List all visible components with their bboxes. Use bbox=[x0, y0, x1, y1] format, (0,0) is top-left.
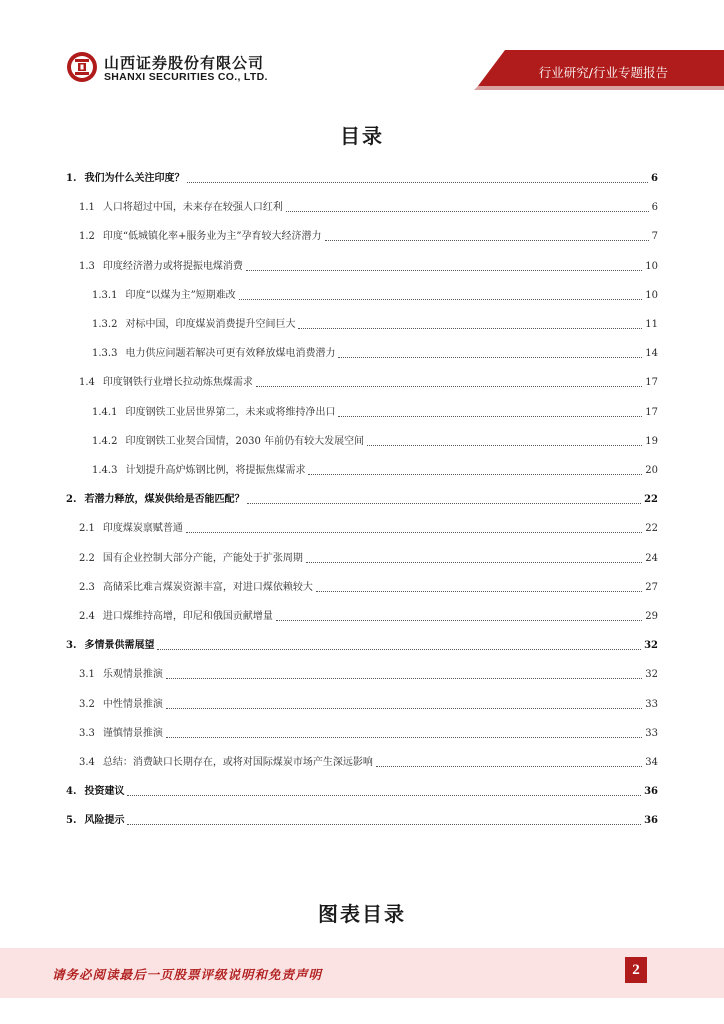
toc-entry-label: 印度“以煤为主”短期难改 bbox=[125, 290, 236, 301]
toc-entry-title bbox=[79, 668, 163, 682]
toc-entry-page: 6 bbox=[651, 202, 658, 213]
toc-entry-title bbox=[79, 522, 183, 536]
toc-leader-dots bbox=[187, 181, 648, 183]
page-header bbox=[0, 0, 724, 100]
toc-entry[interactable] bbox=[79, 754, 658, 770]
toc-entry-title bbox=[92, 406, 335, 420]
company-logo-icon bbox=[66, 51, 98, 83]
toc-entry[interactable] bbox=[92, 462, 658, 478]
toc-entry-page: 7 bbox=[651, 231, 658, 242]
toc-entry-title bbox=[79, 260, 243, 274]
toc-leader-dots bbox=[246, 269, 642, 271]
toc-entry-title bbox=[66, 785, 124, 799]
toc-entry-page: 22 bbox=[644, 494, 658, 505]
toc-entry-title bbox=[66, 639, 154, 653]
toc-entry-number: 3.2 bbox=[79, 699, 95, 710]
header-red-band bbox=[0, 0, 724, 100]
toc-entry-title bbox=[66, 493, 244, 507]
company-name-en: SHANXI SECURITIES CO., LTD. bbox=[104, 71, 268, 83]
toc-entry-label: 我们为什么关注印度？ bbox=[84, 173, 185, 184]
toc-entry-label: 印度钢铁工业契合国情，2030 年前仍有较大发展空间 bbox=[125, 436, 365, 447]
toc-entry[interactable] bbox=[66, 170, 658, 186]
toc-entry-title bbox=[92, 435, 364, 449]
toc-entry-title bbox=[79, 552, 303, 566]
toc-entry[interactable] bbox=[66, 812, 658, 828]
toc-entry-number: 4. bbox=[66, 786, 77, 797]
toc-entry-title bbox=[79, 376, 253, 390]
toc-entry-label: 印度钢铁行业增长拉动炼焦煤需求 bbox=[102, 377, 253, 388]
toc-entry-number: 2.4 bbox=[79, 611, 95, 622]
toc-entry-label: 风险提示 bbox=[84, 815, 125, 826]
toc-entry-page: 32 bbox=[645, 669, 658, 680]
toc-entry[interactable] bbox=[79, 666, 658, 682]
toc-entry-title bbox=[79, 201, 283, 215]
toc-entry[interactable] bbox=[79, 579, 658, 595]
toc-leader-dots bbox=[298, 327, 642, 329]
toc-entry-label: 谨慎情景推演 bbox=[102, 728, 163, 739]
toc-entry-number: 1.3.2 bbox=[92, 319, 118, 330]
toc-entry-page: 36 bbox=[644, 815, 658, 826]
toc-title: 目录 bbox=[340, 124, 384, 148]
toc-entry-number: 3.1 bbox=[79, 669, 95, 680]
report-type-label: 行业研究/行业专题报告 bbox=[538, 65, 668, 80]
toc-entry[interactable] bbox=[66, 491, 658, 507]
toc-entry-number: 5. bbox=[66, 815, 77, 826]
toc-leader-dots bbox=[166, 677, 642, 679]
toc-entry-title bbox=[66, 814, 124, 828]
toc-entry-label: 乐观情景推演 bbox=[102, 669, 163, 680]
toc-entry-page: 22 bbox=[645, 523, 658, 534]
toc-entry[interactable] bbox=[79, 199, 658, 215]
toc-entry-page: 10 bbox=[645, 261, 658, 272]
toc-entry-title bbox=[92, 464, 305, 478]
toc-entry-label: 印度煤炭禀赋普通 bbox=[102, 523, 183, 534]
toc-entry-number: 2. bbox=[66, 494, 77, 505]
toc-leader-dots bbox=[239, 298, 643, 300]
toc-leader-dots bbox=[186, 531, 642, 533]
toc-entry-title bbox=[92, 347, 335, 361]
toc-entry-number: 2.3 bbox=[79, 582, 95, 593]
toc-leader-dots bbox=[247, 502, 641, 504]
toc-entry-title bbox=[66, 172, 184, 186]
toc-entry-label: 计划提升高炉炼钢比例，将提振焦煤需求 bbox=[125, 465, 306, 476]
toc-entry-page: 36 bbox=[644, 786, 658, 797]
toc-entry[interactable] bbox=[79, 550, 658, 566]
company-name-cn: 山西证券股份有限公司 bbox=[104, 54, 265, 72]
toc-entry-label: 电力供应问题若解决可更有效释放煤电消费潜力 bbox=[125, 348, 336, 359]
toc-entry[interactable] bbox=[66, 783, 658, 799]
toc-entry-page: 29 bbox=[645, 611, 658, 622]
page-number: 2 bbox=[625, 957, 647, 983]
toc-entry-page: 17 bbox=[645, 377, 658, 388]
toc-entry-number: 1.4 bbox=[79, 377, 95, 388]
toc-entry-label: 印度“低城镇化率+服务业为主”孕育较大经济潜力 bbox=[102, 231, 322, 242]
toc-entry-number: 1.4.1 bbox=[92, 407, 118, 418]
toc-entry-page: 11 bbox=[645, 319, 658, 330]
toc-leader-dots bbox=[376, 765, 642, 767]
toc-entry-label: 印度经济潜力或将提振电煤消费 bbox=[102, 261, 243, 272]
toc-entry-label: 投资建议 bbox=[84, 786, 125, 797]
toc-entry[interactable] bbox=[79, 725, 658, 741]
toc-leader-dots bbox=[338, 356, 642, 358]
toc-entry-label: 若潜力释放，煤炭供给是否能匹配？ bbox=[84, 494, 245, 505]
toc-entry-page: 27 bbox=[645, 582, 658, 593]
toc-leader-dots bbox=[157, 648, 641, 650]
toc-entry-page: 14 bbox=[645, 348, 658, 359]
toc-entry[interactable] bbox=[92, 287, 658, 303]
toc-entry-label: 总结：消费缺口长期存在，或将对国际煤炭市场产生深远影响 bbox=[102, 757, 373, 768]
toc-leader-dots bbox=[325, 239, 649, 241]
toc-entry-number: 1.1 bbox=[79, 202, 95, 213]
toc-leader-dots bbox=[127, 794, 641, 796]
toc-entry-page: 24 bbox=[645, 553, 658, 564]
toc-entry[interactable] bbox=[79, 258, 658, 274]
toc-entry[interactable] bbox=[92, 316, 658, 332]
toc-entry-number: 1. bbox=[66, 173, 77, 184]
toc-entry-number: 3. bbox=[66, 640, 77, 651]
toc-leader-dots bbox=[308, 473, 642, 475]
toc-entry-page: 17 bbox=[645, 407, 658, 418]
toc-leader-dots bbox=[286, 210, 649, 212]
toc-entry-page: 19 bbox=[645, 436, 658, 447]
toc-entry-page: 6 bbox=[651, 173, 658, 184]
toc-entry-number: 3.4 bbox=[79, 757, 95, 768]
toc-entry-label: 对标中国，印度煤炭消费提升空间巨大 bbox=[125, 319, 296, 330]
toc-entry-title bbox=[79, 230, 322, 244]
figures-toc-title: 图表目录 bbox=[318, 902, 406, 926]
toc-entry-label: 高储采比难言煤炭资源丰富，对进口煤依赖较大 bbox=[102, 582, 313, 593]
toc-entry-page: 20 bbox=[645, 465, 658, 476]
toc-leader-dots bbox=[166, 707, 642, 709]
toc-entry-number: 1.4.2 bbox=[92, 436, 118, 447]
toc-entry[interactable] bbox=[79, 608, 658, 624]
toc-leader-dots bbox=[127, 823, 641, 825]
toc-entry[interactable] bbox=[92, 345, 658, 361]
toc-entry-title bbox=[79, 581, 313, 595]
toc-leader-dots bbox=[166, 736, 642, 738]
toc-entry-label: 中性情景推演 bbox=[102, 699, 163, 710]
toc-entry[interactable] bbox=[79, 228, 658, 244]
toc-entry-page: 33 bbox=[645, 728, 658, 739]
toc-entry-page: 33 bbox=[645, 699, 658, 710]
toc-entry-label: 人口将超过中国，未来存在较强人口红利 bbox=[102, 202, 283, 213]
toc-entry-label: 进口煤维持高增，印尼和俄国贡献增量 bbox=[102, 611, 273, 622]
toc-entry-number: 2.1 bbox=[79, 523, 95, 534]
toc-entry-title bbox=[79, 698, 163, 712]
toc-leader-dots bbox=[276, 619, 642, 621]
toc-entry-title bbox=[79, 727, 163, 741]
toc-leader-dots bbox=[316, 590, 642, 592]
toc-leader-dots bbox=[256, 385, 642, 387]
toc-entry-number: 3.3 bbox=[79, 728, 95, 739]
page-footer bbox=[0, 948, 724, 998]
toc-entry-title bbox=[92, 318, 295, 332]
toc-leader-dots bbox=[367, 444, 642, 446]
toc-entry-page: 34 bbox=[645, 757, 658, 768]
toc-entry-number: 1.3.1 bbox=[92, 290, 118, 301]
toc-entry-page: 10 bbox=[645, 290, 658, 301]
toc-entry[interactable] bbox=[79, 696, 658, 712]
toc-entry[interactable] bbox=[66, 637, 658, 653]
toc-leader-dots bbox=[306, 561, 642, 563]
toc-entry-number: 1.3.3 bbox=[92, 348, 118, 359]
toc-entry[interactable] bbox=[92, 404, 658, 420]
toc-entry[interactable] bbox=[79, 374, 658, 390]
toc-entry-number: 2.2 bbox=[79, 553, 95, 564]
footer-disclaimer: 请务必阅读最后一页股票评级说明和免责声明 bbox=[52, 967, 323, 982]
toc-leader-dots bbox=[338, 415, 642, 417]
toc-entry-title bbox=[79, 756, 373, 770]
toc-entry-label: 多情景供需展望 bbox=[84, 640, 155, 651]
toc-entry-title bbox=[79, 610, 273, 624]
toc-entry-number: 1.3 bbox=[79, 261, 95, 272]
toc-entry-title bbox=[92, 289, 236, 303]
toc-entry-label: 印度钢铁工业居世界第二，未来或将维持净出口 bbox=[125, 407, 336, 418]
toc-entry-page: 32 bbox=[644, 640, 658, 651]
toc-entry-number: 1.4.3 bbox=[92, 465, 118, 476]
toc-entry-label: 国有企业控制大部分产能，产能处于扩张周期 bbox=[102, 553, 303, 564]
toc-entry[interactable] bbox=[92, 433, 658, 449]
toc-entry[interactable] bbox=[79, 520, 658, 536]
toc-entry-number: 1.2 bbox=[79, 231, 95, 242]
